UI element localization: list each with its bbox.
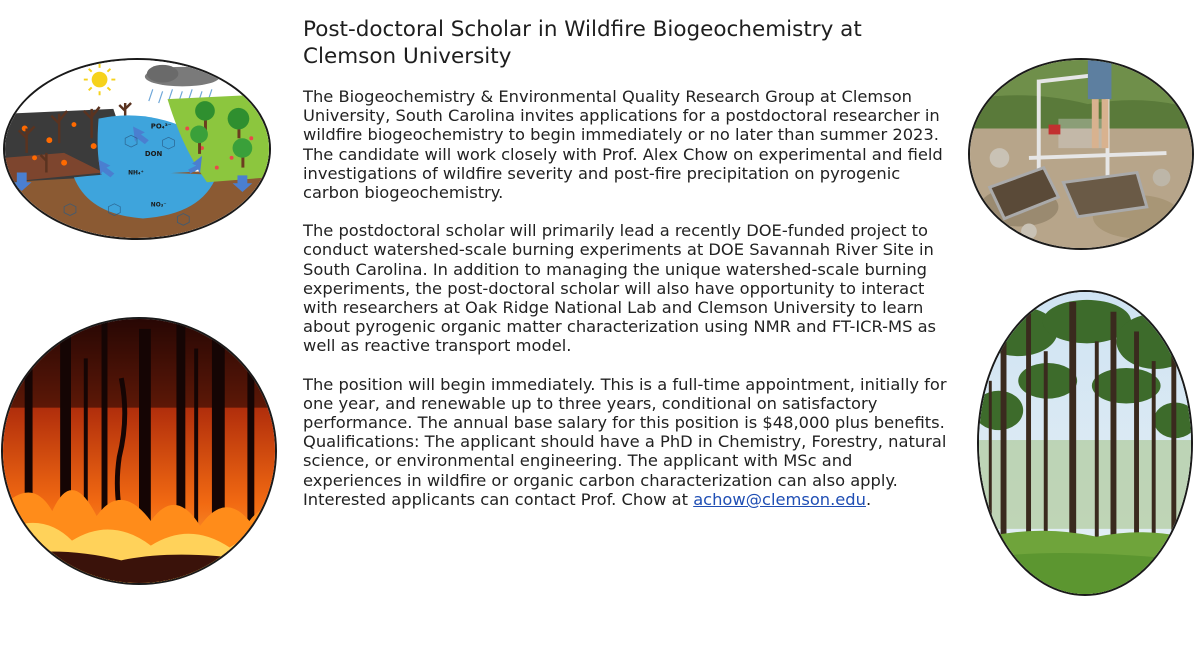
wildfire-illustration (3, 319, 275, 583)
position-paragraph (303, 375, 953, 509)
forest-fire-photo (1, 317, 277, 585)
job-posting-content (303, 16, 953, 528)
po4-label: PO₄³⁻ (150, 122, 172, 131)
pine-forest-illustration (979, 292, 1191, 594)
don-label: DON (144, 149, 163, 158)
contact-email-link[interactable]: achow@clemson.edu (693, 489, 866, 509)
field-experiment-photo (968, 58, 1194, 250)
nh4-label: NH₄⁺ (128, 170, 144, 177)
burn-plot-illustration (970, 60, 1192, 248)
pine-forest-photo (977, 290, 1193, 596)
watershed-diagram-illustration (5, 60, 269, 238)
intro-paragraph: The Biogeochemistry & Environmental Quality Research Group at Clemson University, South Carolina invites applications for a postdoctoral researcher in wildfire biogeochemistry to begin immediately or no later than summer 2023. The candidate will work closely with Prof. Alex Chow on experimental and field investigations of wildfire severity and post-fire precipitation on pyrogenic carbon biogeochemistry. (303, 87, 943, 203)
project-paragraph: The postdoctoral scholar will primarily lead a recently DOE-funded project to conduct watershed-scale burning experiments at DOE Savannah River Site in South Carolina. In addition to managing the unique watershed-scale burning experiments, the post-doctoral scholar will also have opportunity to interact with researchers at Oak Ridge National Lab and Clemson University to learn about pyrogenic organic matter characterization using NMR and FT-ICR-MS as well as reactive transport model. (303, 221, 937, 356)
no3-label: NO₃⁻ (150, 202, 167, 209)
biogeochemistry-diagram-image (3, 58, 271, 240)
posting-title: Post-doctoral Scholar in Wildfire Biogeochemistry at Clemson University (303, 17, 862, 69)
position-details-text: The position will begin immediately. This is a full-time appointment, initially for one year, and renewable up to three years, conditional on satisfactory performance. The annual base salary for this position is $48,000 plus benefits. Qualifications: The applicant should have a PhD in Chemistry, Forestry, natural science, or environmental engineering. The applicant with MSc and experiences in wildfire or organic carbon characterization can also apply. Interested applicants can contact Prof. Chow at (303, 374, 947, 509)
closing-period: . (865, 489, 872, 509)
